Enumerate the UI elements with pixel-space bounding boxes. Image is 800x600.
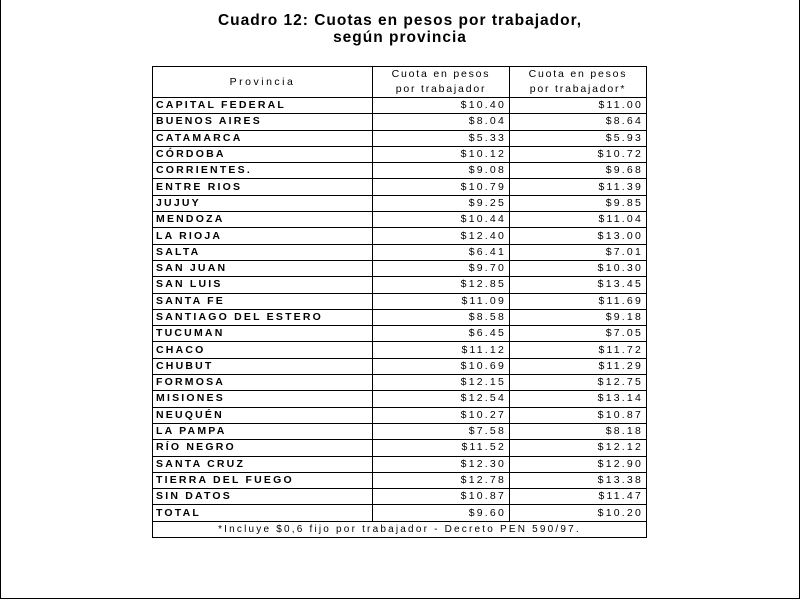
header-cuota-line-2: por trabajador	[395, 83, 487, 95]
page-title	[0, 12, 800, 46]
cell-cuota-fijo: $9.85	[510, 195, 647, 211]
cell-cuota-fijo: $11.47	[510, 489, 647, 505]
cell-provincia: SALTA	[153, 244, 373, 260]
table-row	[153, 277, 647, 293]
table-row	[153, 358, 647, 374]
cell-cuota-fijo: $8.64	[510, 114, 647, 130]
cell-cuota-fijo: $11.29	[510, 358, 647, 374]
cell-cuota: $10.87	[373, 489, 510, 505]
cell-provincia: SANTIAGO DEL ESTERO	[153, 309, 373, 325]
cell-cuota: $12.54	[373, 391, 510, 407]
table-row	[153, 114, 647, 130]
table-row	[153, 130, 647, 146]
cell-provincia: TOTAL	[153, 505, 373, 521]
table-row	[153, 440, 647, 456]
table-row	[153, 244, 647, 260]
cell-provincia: CHUBUT	[153, 358, 373, 374]
cell-cuota: $12.78	[373, 472, 510, 488]
cell-cuota: $7.58	[373, 423, 510, 439]
cell-cuota-fijo: $13.38	[510, 472, 647, 488]
cell-provincia: RÍO NEGRO	[153, 440, 373, 456]
footnote-row	[153, 521, 647, 537]
cell-cuota: $8.58	[373, 309, 510, 325]
cell-provincia: CHACO	[153, 342, 373, 358]
table-row	[153, 163, 647, 179]
cell-cuota-fijo: $10.87	[510, 407, 647, 423]
cell-cuota-fijo: $7.05	[510, 326, 647, 342]
cell-cuota-fijo: $12.12	[510, 440, 647, 456]
cell-cuota-fijo: $10.30	[510, 260, 647, 276]
cell-cuota: $10.40	[373, 98, 510, 114]
cell-cuota-fijo: $12.90	[510, 456, 647, 472]
table-row	[153, 179, 647, 195]
cell-cuota: $9.70	[373, 260, 510, 276]
header-cuota-line-1: Cuota en pesos	[391, 68, 491, 80]
cell-cuota: $11.52	[373, 440, 510, 456]
cell-provincia: CORRIENTES.	[153, 163, 373, 179]
cell-cuota-fijo: $7.01	[510, 244, 647, 260]
cell-provincia: LA RIOJA	[153, 228, 373, 244]
cell-cuota: $11.09	[373, 293, 510, 309]
cell-cuota-fijo: $12.75	[510, 375, 647, 391]
cell-cuota: $8.04	[373, 114, 510, 130]
cell-provincia: LA PAMPA	[153, 423, 373, 439]
table-row	[153, 146, 647, 162]
cell-cuota: $10.12	[373, 146, 510, 162]
cell-provincia: BUENOS AIRES	[153, 114, 373, 130]
cell-cuota: $6.45	[373, 326, 510, 342]
table-row	[153, 342, 647, 358]
cell-cuota: $9.60	[373, 505, 510, 521]
cell-provincia: MENDOZA	[153, 212, 373, 228]
table-row	[153, 98, 647, 114]
cell-cuota: $12.40	[373, 228, 510, 244]
table-row	[153, 489, 647, 505]
cell-provincia: CATAMARCA	[153, 130, 373, 146]
cell-provincia: SIN DATOS	[153, 489, 373, 505]
cell-cuota-fijo: $9.18	[510, 309, 647, 325]
cell-provincia: CAPITAL FEDERAL	[153, 98, 373, 114]
header-provincia: Provincia	[153, 67, 373, 98]
table-row	[153, 456, 647, 472]
cell-cuota-fijo: $13.45	[510, 277, 647, 293]
cell-cuota-fijo: $13.00	[510, 228, 647, 244]
cell-cuota: $10.44	[373, 212, 510, 228]
cell-cuota-fijo: $13.14	[510, 391, 647, 407]
quota-table	[152, 66, 647, 538]
cell-provincia: JUJUY	[153, 195, 373, 211]
cell-cuota-fijo: $10.20	[510, 505, 647, 521]
table-row	[153, 375, 647, 391]
title-line-2: según provincia	[333, 29, 467, 46]
table-row	[153, 293, 647, 309]
cell-cuota-fijo: $8.18	[510, 423, 647, 439]
header-cuota-fijo-line-2: por trabajador*	[529, 83, 627, 95]
cell-provincia: SANTA CRUZ	[153, 456, 373, 472]
cell-cuota-fijo: $11.04	[510, 212, 647, 228]
cell-provincia: FORMOSA	[153, 375, 373, 391]
table-row	[153, 472, 647, 488]
cell-provincia: ENTRE RIOS	[153, 179, 373, 195]
cell-cuota: $10.69	[373, 358, 510, 374]
cell-cuota: $12.85	[373, 277, 510, 293]
cell-provincia: SAN LUIS	[153, 277, 373, 293]
cell-cuota: $9.25	[373, 195, 510, 211]
header-cuota-fijo-line-1: Cuota en pesos	[528, 68, 628, 80]
table-row	[153, 326, 647, 342]
cell-provincia: NEUQUÉN	[153, 407, 373, 423]
table-header-row	[153, 67, 647, 98]
cell-cuota-fijo: $9.68	[510, 163, 647, 179]
table-row	[153, 505, 647, 521]
cell-cuota-fijo: $10.72	[510, 146, 647, 162]
table-row	[153, 407, 647, 423]
cell-cuota: $10.79	[373, 179, 510, 195]
cell-cuota: $6.41	[373, 244, 510, 260]
cell-cuota: $9.08	[373, 163, 510, 179]
cell-provincia: TIERRA DEL FUEGO	[153, 472, 373, 488]
cell-cuota-fijo: $11.72	[510, 342, 647, 358]
header-cuota-fijo	[510, 67, 647, 98]
cell-provincia: TUCUMAN	[153, 326, 373, 342]
cell-provincia: SAN JUAN	[153, 260, 373, 276]
footnote: *Incluye $0,6 fijo por trabajador - Decreto PEN 590/97.	[153, 521, 647, 537]
cell-cuota: $10.27	[373, 407, 510, 423]
cell-cuota: $12.15	[373, 375, 510, 391]
table-row	[153, 423, 647, 439]
cell-cuota: $11.12	[373, 342, 510, 358]
cell-cuota: $5.33	[373, 130, 510, 146]
table-row	[153, 195, 647, 211]
cell-cuota: $12.30	[373, 456, 510, 472]
cell-cuota-fijo: $11.39	[510, 179, 647, 195]
header-cuota	[373, 67, 510, 98]
cell-provincia: MISIONES	[153, 391, 373, 407]
cell-provincia: SANTA FE	[153, 293, 373, 309]
table-row	[153, 228, 647, 244]
table-row	[153, 309, 647, 325]
cell-provincia: CÓRDOBA	[153, 146, 373, 162]
cell-cuota-fijo: $11.00	[510, 98, 647, 114]
title-line-1: Cuadro 12: Cuotas en pesos por trabajador,	[217, 12, 583, 29]
cell-cuota-fijo: $5.93	[510, 130, 647, 146]
table-row	[153, 391, 647, 407]
table-row	[153, 260, 647, 276]
table-row	[153, 212, 647, 228]
cell-cuota-fijo: $11.69	[510, 293, 647, 309]
